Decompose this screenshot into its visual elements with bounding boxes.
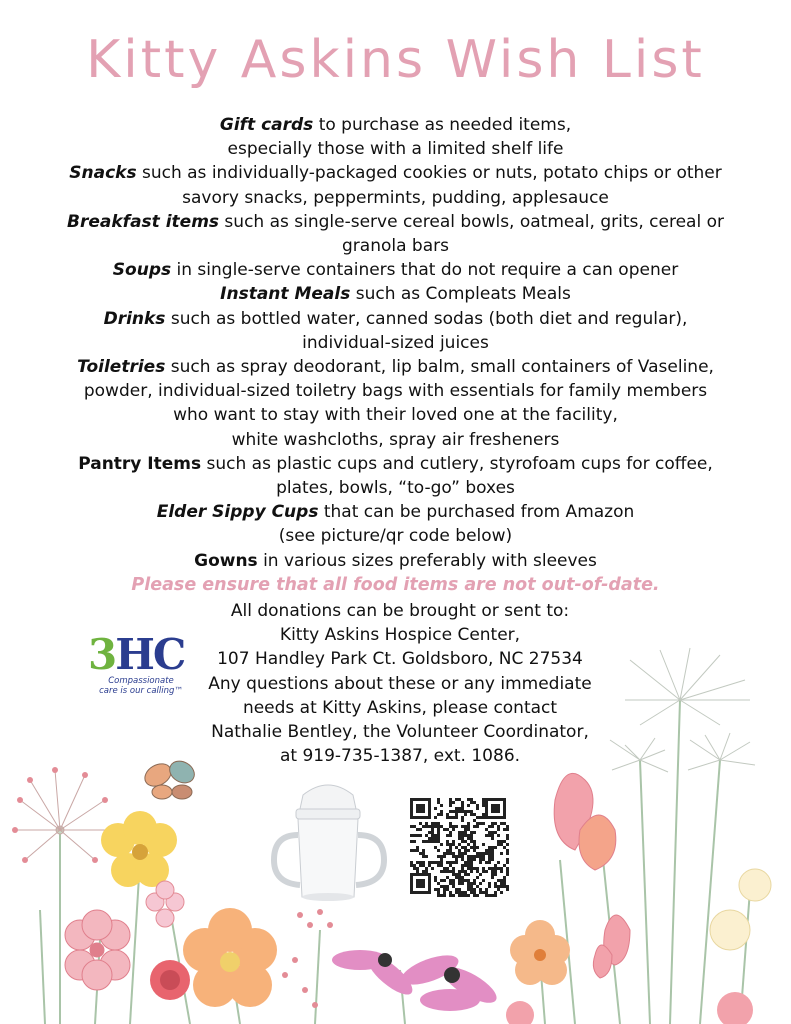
wishlist-item-text: that can be purchased from Amazon [318, 502, 635, 523]
wishlist-line [40, 307, 751, 331]
contact-line: 107 Handley Park Ct. Goldsboro, NC 27534 [217, 649, 583, 670]
wishlist-item-name: Drinks [103, 308, 166, 329]
wishlist-line [40, 282, 751, 306]
wishlist-line [40, 137, 751, 161]
wishlist-line [40, 210, 751, 234]
sippy-cup-image [268, 775, 390, 905]
contact-block [205, 599, 595, 768]
wishlist-item-text: individual-sized juices [302, 332, 489, 353]
wishlist-line [40, 161, 751, 185]
wishlist-item-text: to purchase as needed items, [313, 115, 572, 135]
wishlist-line [40, 331, 751, 355]
pink-rose-bottom-right [506, 992, 753, 1024]
contact-line: at 919-735-1387, ext. 1086. [279, 746, 521, 767]
wishlist-item-name: Breakfast items [67, 211, 220, 232]
wishlist-line [40, 258, 751, 282]
pink-tulips [554, 773, 630, 978]
wishlist-line [40, 524, 751, 548]
white-flower [710, 869, 771, 950]
wishlist-item-name: Toiletries [77, 357, 166, 378]
food-warning: Please ensure that all food items are not out-of-date. [131, 574, 660, 595]
logo-mark-3: 3 [88, 630, 116, 679]
wishlist-item-text: in various sizes preferably with sleeves [257, 550, 597, 571]
wishlist-item-text: such as individually-packaged cookies or nuts, potato chips or other [136, 163, 722, 184]
peach-flower [510, 920, 570, 985]
wishlist-item-name: Pantry Items [78, 453, 202, 474]
contact-line: Nathalie Bentley, the Volunteer Coordinator, [211, 722, 589, 743]
donations-heading: All donations can be brought or sent to: [230, 601, 570, 621]
wishlist-line [40, 476, 751, 500]
pink-small-flower [146, 881, 184, 927]
dandelion-left [15, 770, 110, 860]
wishlist-item-text: such as Compleats Meals [350, 284, 571, 305]
yellow-flower [101, 811, 177, 887]
page-title: Kitty Askins Wish List [86, 30, 705, 90]
wishlist-item-text: granola bars [342, 236, 449, 257]
wishlist-line [40, 452, 751, 476]
wishlist-item-name: Instant Meals [220, 284, 351, 305]
berries [282, 909, 333, 1008]
wishlist-line [40, 549, 751, 573]
red-rose [150, 960, 190, 1000]
contact-line: needs at Kitty Askins, please contact [242, 697, 558, 718]
logo-tagline-2: care is our calling™ [99, 686, 183, 696]
wishlist-item-text: who want to stay with their loved one at the facility, [173, 405, 618, 426]
wishlist-line [40, 113, 751, 137]
wishlist-item-text: plates, bowls, “to-go” boxes [276, 478, 515, 499]
logo-mark [88, 630, 184, 679]
wishlist-item-text: such as single-serve cereal bowls, oatmeal, grits, cereal or [219, 211, 724, 232]
wishlist-item-text: such as spray deodorant, lip balm, small containers of Vaseline, [165, 357, 714, 378]
logo-tagline [86, 676, 196, 696]
purple-flowers [332, 949, 501, 1011]
wishlist-item-name: Gift cards [219, 115, 314, 135]
wishlist-item-text: powder, individual-sized toiletry bags with essentials for family members [83, 381, 708, 402]
wishlist-item-name: Soups [112, 260, 172, 281]
wishlist-line [40, 403, 751, 427]
wishlist-item-text: in single-serve containers that do not require a can opener [171, 260, 679, 281]
wishlist-line [40, 234, 751, 258]
wishlist-line [40, 428, 751, 452]
wishlist-line [40, 355, 751, 379]
wishlist-item-name: Elder Sippy Cups [156, 502, 319, 523]
wishlist-item-text: such as bottled water, canned sodas (both diet and regular), [165, 308, 688, 329]
wishlist-item-text: white washcloths, spray air fresheners [231, 429, 560, 450]
wishlist-line [40, 500, 751, 524]
wishlist-item-name: Gowns [194, 550, 258, 571]
wishlist-item-text: (see picture/qr code below) [278, 526, 513, 547]
pink-big-flower [65, 910, 130, 990]
qr-code [410, 798, 510, 898]
butterfly [141, 757, 198, 799]
wishlist-line [40, 379, 751, 403]
dandelion-right [610, 648, 755, 772]
wishlist-item-text: especially those with a limited shelf life [227, 139, 564, 160]
logo-tagline-1: Compassionate [108, 676, 174, 686]
wishlist [40, 113, 751, 597]
wishlist-item-text: savory snacks, peppermints, pudding, applesauce [182, 187, 609, 208]
3hc-logo [86, 630, 196, 700]
wishlist-line [40, 186, 751, 210]
wishlist-item-text: such as plastic cups and cutlery, styrofoam cups for coffee, [201, 453, 713, 474]
wishlist-item-name: Snacks [69, 163, 137, 184]
contact-line: Any questions about these or any immediate [208, 673, 592, 694]
logo-mark-hc: HC [115, 630, 185, 679]
orange-flower [183, 908, 277, 1007]
contact-line: Kitty Askins Hospice Center, [279, 625, 521, 646]
